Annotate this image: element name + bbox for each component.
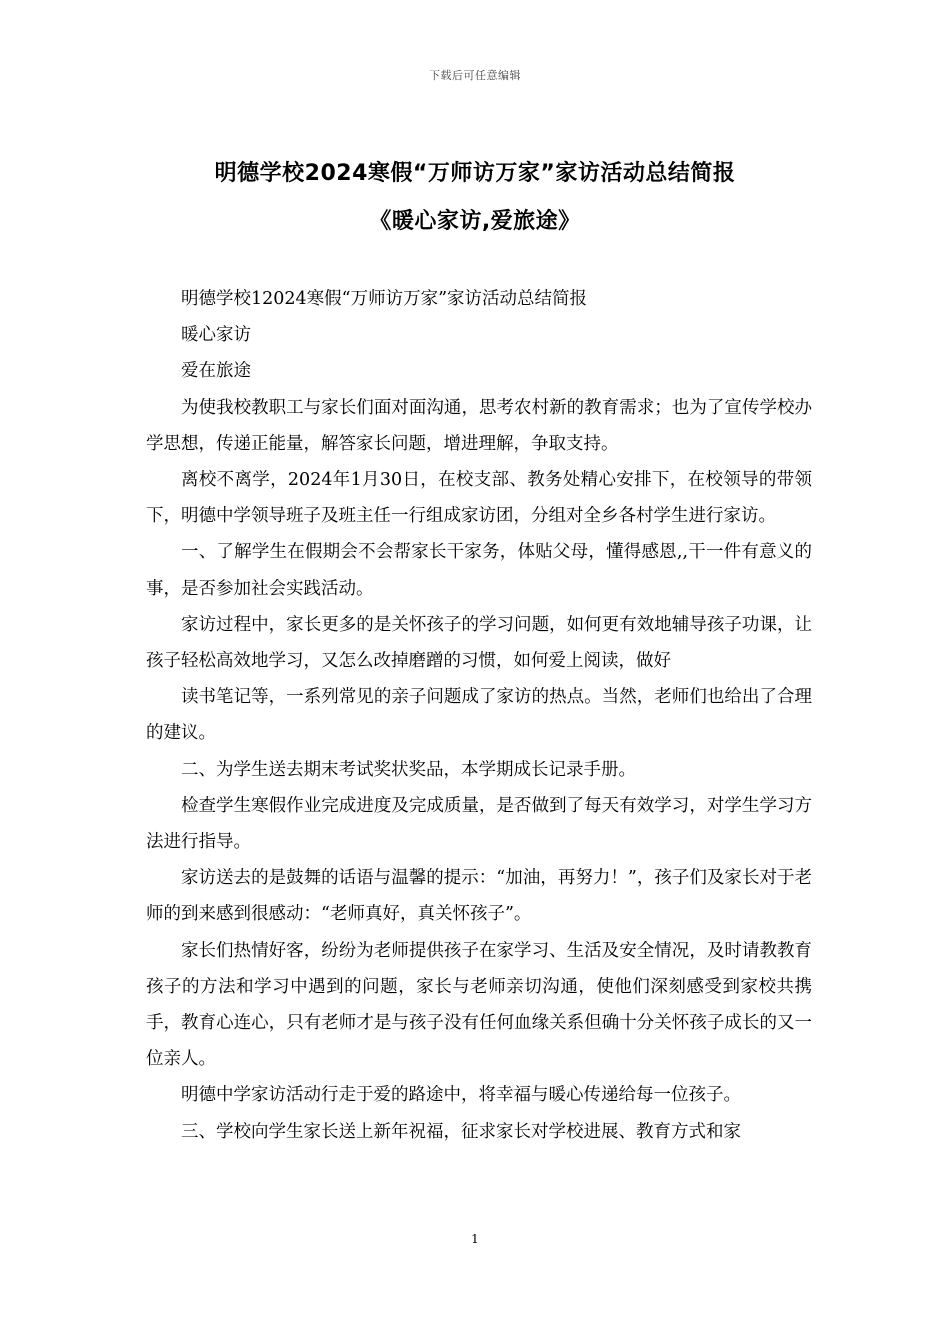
paragraph: 明德中学家访活动行走于爱的路途中，将幸福与暖心传递给每一位孩子。 bbox=[181, 1085, 741, 1106]
paragraph: 明德学校12024寒假“万师访万家”家访活动总结简报 bbox=[181, 289, 588, 309]
paragraph: 暖心家访 bbox=[181, 325, 251, 346]
paragraph: 家长们热情好客，纷纷为老师提供孩子在家学习、生活及安全情况，及时请教教育孩子的方法和学习中遇到的问题，家长与老师亲切沟通，使他们深刻感受到家校共携手，教育心连心，只有老师才是与孩子没有任何血缘关系但确十分关怀孩子成长的又一位亲人。 bbox=[146, 940, 812, 1070]
header-note: 下载后可任意编辑 bbox=[429, 69, 521, 82]
page-number: 1 bbox=[471, 1232, 479, 1246]
document-body bbox=[146, 281, 812, 1150]
paragraph: 家访送去的是鼓舞的话语与温馨的提示：“加油，再努力！”，孩子们及家长对于老师的到来感到很感动：“老师真好，真关怀孩子”。 bbox=[146, 868, 812, 925]
paragraph: 二、为学生送去期末考试奖状奖品，本学期成长记录手册。 bbox=[181, 759, 636, 780]
paragraph: 一、了解学生在假期会不会帮家长干家务，体贴父母，懂得感恩,,干一件有意义的事，是否参加社会实践活动。 bbox=[146, 542, 812, 599]
paragraph: 离校不离学，2024年1月30日，在校支部、教务处精心安排下，在校领导的带领下，明德中学领导班子及班主任一行组成家访团，分组对全乡各村学生进行家访。 bbox=[146, 470, 812, 527]
paragraph: 读书笔记等，一系列常见的亲子问题成了家访的热点。当然，老师们也给出了合理的建议。 bbox=[146, 687, 812, 744]
paragraph: 爱在旅途 bbox=[181, 361, 251, 382]
paragraph: 家访过程中，家长更多的是关怀孩子的学习问题，如何更有效地辅导孩子功课，让孩子轻松高效地学习，又怎么改掉磨蹭的习惯，如何爱上阅读，做好 bbox=[146, 614, 812, 672]
paragraph: 为使我校教职工与家长们面对面沟通，思考农村新的教育需求；也为了宣传学校办学思想，传递正能量，解答家长问题，增进理解，争取支持。 bbox=[146, 397, 812, 454]
document-subtitle: 《暖心家访,爱旅途》 bbox=[369, 209, 581, 234]
paragraph: 三、学校向学生家长送上新年祝福，征求家长对学校进展、教育方式和家 bbox=[181, 1121, 741, 1142]
document-title: 明德学校2024寒假“万师访万家”家访活动总结简报 bbox=[214, 161, 736, 186]
paragraph: 检查学生寒假作业完成进度及完成质量，是否做到了每天有效学习，对学生学习方法进行指导。 bbox=[146, 795, 812, 853]
